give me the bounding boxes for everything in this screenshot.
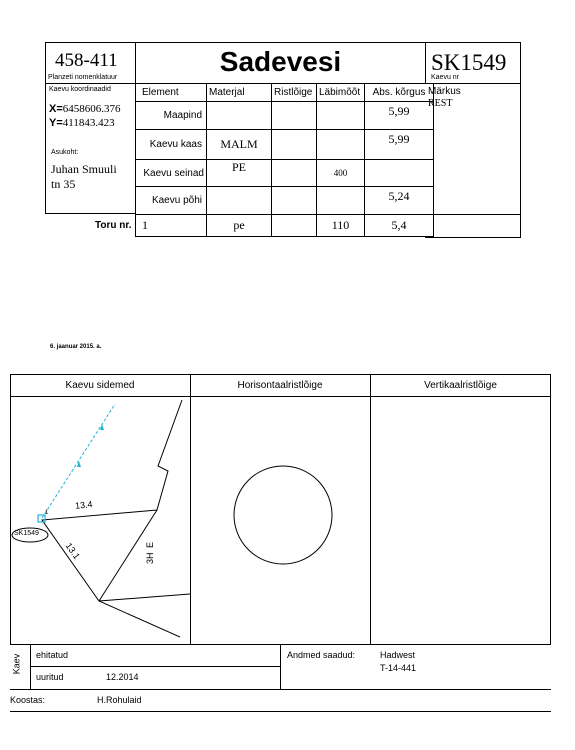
cell-element: Kaevu kaas: [136, 130, 207, 160]
pipe-label: Toru nr.: [95, 220, 132, 231]
well-side-label: Kaev: [11, 653, 22, 675]
connections-title: Kaevu sidemed: [65, 380, 135, 391]
nomenclature-label: Planzeti nomenklatuur: [48, 74, 118, 81]
remarks-value: REST: [428, 98, 453, 109]
nomenclature-value: 458-411: [55, 50, 118, 71]
col-diameter: Läbimõõt: [317, 84, 365, 102]
author-value: H.Rohulaid: [97, 695, 142, 705]
cell-material: PE: [207, 160, 272, 187]
dimension-2: 13.1: [63, 540, 82, 562]
pipe-material: pe: [207, 215, 272, 237]
location-line-1: Juhan Smuuli: [51, 162, 117, 176]
author-label: Koostas:: [10, 695, 46, 705]
page-title: Sadevesi: [219, 46, 342, 77]
dimension-1: 13.4: [74, 499, 94, 511]
well-number-label: Kaevu nr: [431, 74, 460, 81]
location-label: Asukoht:: [51, 149, 79, 156]
source-line-2: T-14-441: [380, 663, 417, 673]
footer-bottom-line: [10, 689, 551, 690]
building-wall: [99, 594, 190, 601]
building-outline: [42, 400, 182, 637]
well-number-value: SK1549: [431, 50, 507, 75]
vertical-section-title: Vertikaalristlõige: [424, 380, 497, 391]
pipe-number-label: 1: [45, 510, 49, 516]
cell-element: Kaevu põhi: [136, 187, 207, 215]
pipe-abs-height: 5,4: [365, 215, 434, 237]
remarks-header: Märkus: [428, 86, 461, 97]
source-label: Andmed saadud:: [287, 650, 356, 660]
col-abs-height: Abs. kõrgus: [365, 84, 434, 102]
cell-element: Maapind: [136, 102, 207, 130]
building-label: 3H E: [145, 541, 155, 564]
coordinates-label: Kaevu koordinaadid: [49, 86, 111, 93]
col-material: Materjal: [207, 84, 272, 102]
pipe-number: 1: [136, 215, 207, 237]
well-marker-icon: [38, 515, 45, 522]
col-element: Element: [136, 84, 207, 102]
x-value: 6458606.376: [62, 103, 121, 115]
y-label: Y=: [49, 117, 63, 129]
footer-mid-divider: [280, 644, 281, 689]
footer-row-divider: [30, 666, 280, 667]
cell-material: MALM: [207, 130, 272, 160]
cell-abs-height: 5,24: [365, 187, 434, 215]
col-cross-section: Ristlõige: [272, 84, 317, 102]
cell-abs-height: 5,99: [365, 130, 434, 160]
cell-diameter: 400: [317, 160, 365, 187]
cell-element: Kaevu seinad: [136, 160, 207, 187]
pipe-diameter: 110: [317, 215, 365, 237]
horizontal-section-circle: [234, 466, 332, 564]
horizontal-section-title: Horisontaalristlõige: [237, 380, 323, 391]
document-date: 6. jaanuar 2015. a.: [50, 344, 102, 350]
arrow-icon: [100, 424, 104, 430]
location-line-2: tn 35: [51, 177, 76, 191]
cell-abs-height: 5,99: [365, 102, 434, 130]
footer-last-line: [10, 711, 551, 712]
x-label: X=: [49, 103, 63, 115]
y-value: 411843.423: [62, 117, 115, 129]
surveyed-label: uuritud: [36, 672, 64, 682]
well-label: SK1549: [14, 530, 39, 537]
built-label: ehitatud: [36, 650, 69, 660]
surveyed-value: 12.2014: [106, 672, 139, 682]
source-line-1: Hadwest: [380, 650, 416, 660]
